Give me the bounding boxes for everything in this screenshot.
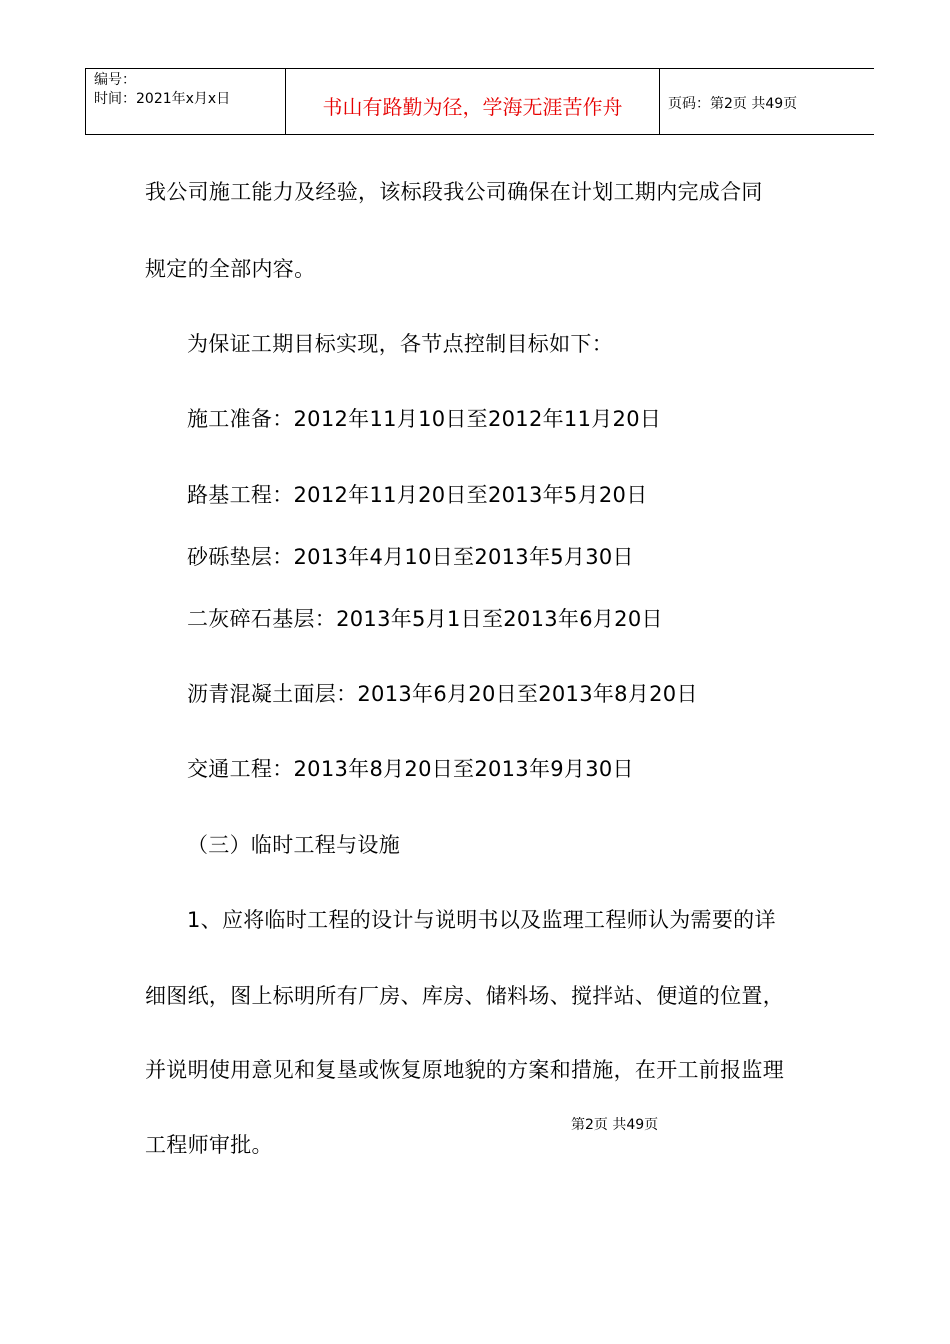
- header-page-info: 页码：第2页 共49页: [668, 96, 798, 112]
- document-header: [85, 68, 874, 135]
- schedule-line: 沥青混凝土面层：2013年6月20日至2013年8月20日: [187, 682, 698, 706]
- header-page-cell: [660, 69, 875, 134]
- body-line: 并说明使用意见和复垦或恢复原地貌的方案和措施，在开工前报监理: [145, 1058, 784, 1082]
- body-line: 细图纸，图上标明所有厂房、库房、储料场、搅拌站、便道的位置，: [145, 984, 784, 1008]
- time-label: 时间：2021年x月x日: [94, 91, 231, 107]
- body-line: 为保证工期目标实现，各节点控制目标如下：: [187, 332, 613, 356]
- schedule-line: 砂砾垫层：2013年4月10日至2013年5月30日: [187, 545, 634, 569]
- body-line: 工程师审批。: [145, 1133, 273, 1157]
- schedule-line: 二灰碎石基层：2013年5月1日至2013年6月20日: [187, 607, 663, 631]
- body-line: 1、应将临时工程的设计与说明书以及监理工程师认为需要的详: [187, 908, 776, 932]
- page-footer: 第2页 共49页: [571, 1117, 659, 1133]
- schedule-line: 路基工程：2012年11月20日至2013年5月20日: [187, 483, 648, 507]
- code-label: 编号：: [94, 72, 136, 88]
- schedule-line: 交通工程：2013年8月20日至2013年9月30日: [187, 757, 634, 781]
- body-line: 规定的全部内容。: [145, 257, 316, 281]
- header-left-cell: [86, 69, 286, 134]
- header-motto-cell: [286, 69, 660, 134]
- section-heading: （三）临时工程与设施: [187, 833, 400, 857]
- schedule-line: 施工准备：2012年11月10日至2012年11月20日: [187, 407, 662, 431]
- motto-text: 书山有路勤为径，学海无涯苦作舟: [322, 95, 623, 119]
- body-line: 我公司施工能力及经验，该标段我公司确保在计划工期内完成合同: [145, 180, 763, 204]
